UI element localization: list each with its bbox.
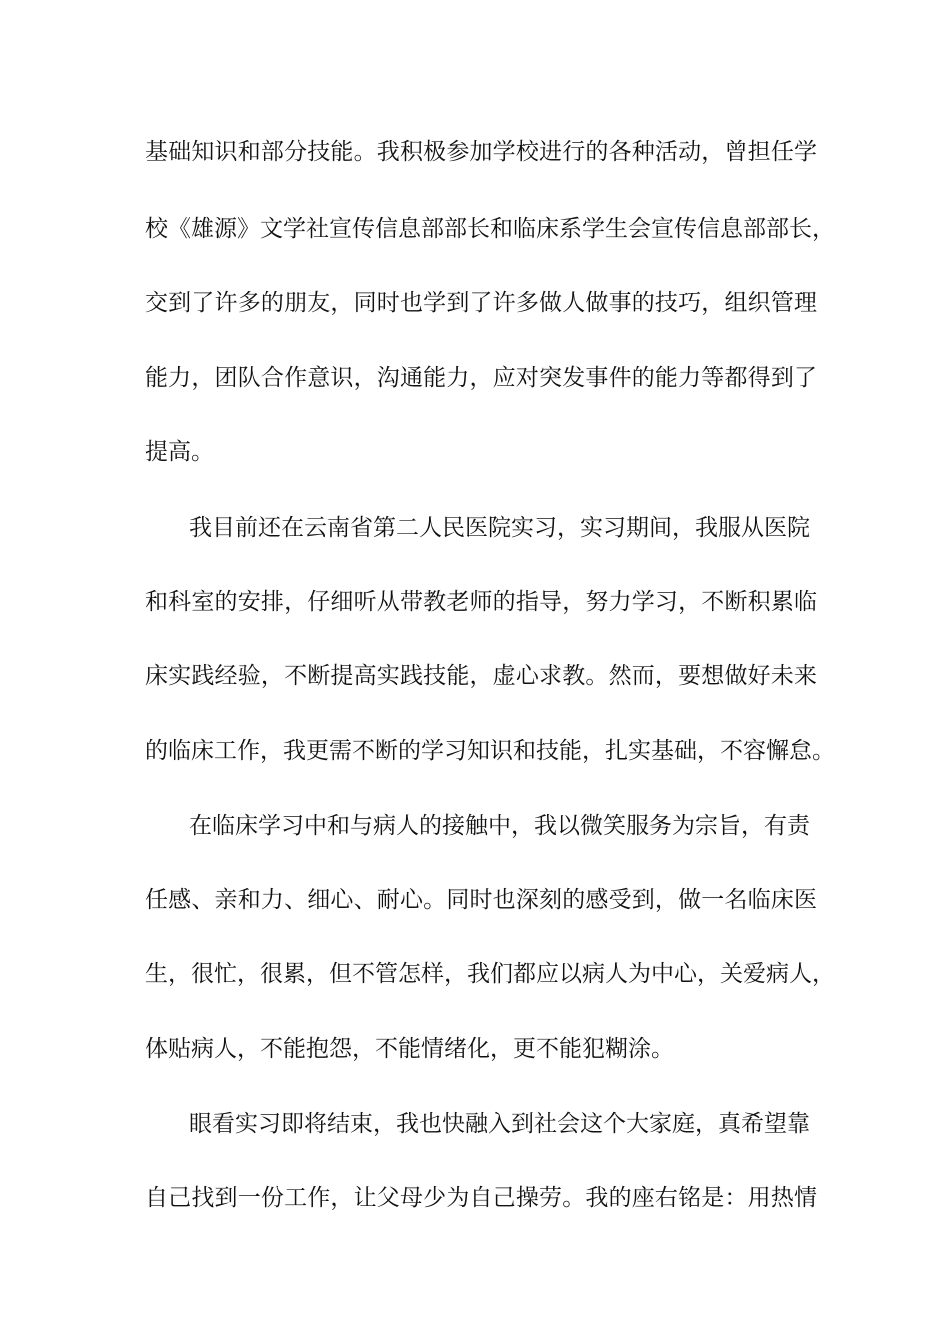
text-line	[0, 432, 950, 472]
text-line-content: 生，很忙，很累，但不管怎样，我们都应以病人为中心，关爱病人，	[145, 961, 835, 987]
text-line-content: 校《雄源》文学社宣传信息部部长和临床系学生会宣传信息部部长，	[145, 216, 835, 242]
text-line-content: 眼看实习即将结束，我也快融入到社会这个大家庭，真希望靠	[189, 1111, 810, 1137]
text-line	[0, 283, 950, 323]
text-line-content: 和科室的安排，仔细听从带教老师的指导，努力学习，不断积累临	[145, 589, 817, 615]
text-line	[0, 508, 950, 548]
text-line	[0, 358, 950, 398]
text-line	[0, 731, 950, 771]
text-line-content: 交到了许多的朋友，同时也学到了许多做人做事的技巧，组织管理	[145, 290, 817, 316]
text-line-content: 体贴病人，不能抱怨，不能情绪化，更不能犯糊涂。	[145, 1036, 674, 1062]
text-line	[0, 880, 950, 920]
text-line	[0, 209, 950, 249]
text-line-content: 提高。	[145, 439, 214, 465]
text-line-content: 我目前还在云南省第二人民医院实习，实习期间，我服从医院	[189, 515, 810, 541]
text-line	[0, 806, 950, 846]
text-line	[0, 132, 950, 172]
text-line-content: 自己找到一份工作，让父母少为自己操劳。我的座右铭是：用热情	[145, 1185, 817, 1211]
text-line-content: 基础知识和部分技能。我积极参加学校进行的各种活动，曾担任学	[145, 139, 817, 165]
text-line	[0, 1104, 950, 1144]
text-line	[0, 1029, 950, 1069]
text-line	[0, 1178, 950, 1218]
text-line	[0, 582, 950, 622]
text-line-content: 在临床学习中和与病人的接触中，我以微笑服务为宗旨，有责	[189, 813, 810, 839]
text-line	[0, 954, 950, 994]
text-line-content: 的临床工作，我更需不断的学习知识和技能，扎实基础，不容懈怠。	[145, 738, 835, 764]
text-line-content: 床实践经验，不断提高实践技能，虚心求教。然而，要想做好未来	[145, 663, 817, 689]
text-line-content: 能力，团队合作意识，沟通能力，应对突发事件的能力等都得到了	[145, 365, 817, 391]
text-line	[0, 656, 950, 696]
text-line-content: 任感、亲和力、细心、耐心。同时也深刻的感受到，做一名临床医	[145, 887, 817, 913]
